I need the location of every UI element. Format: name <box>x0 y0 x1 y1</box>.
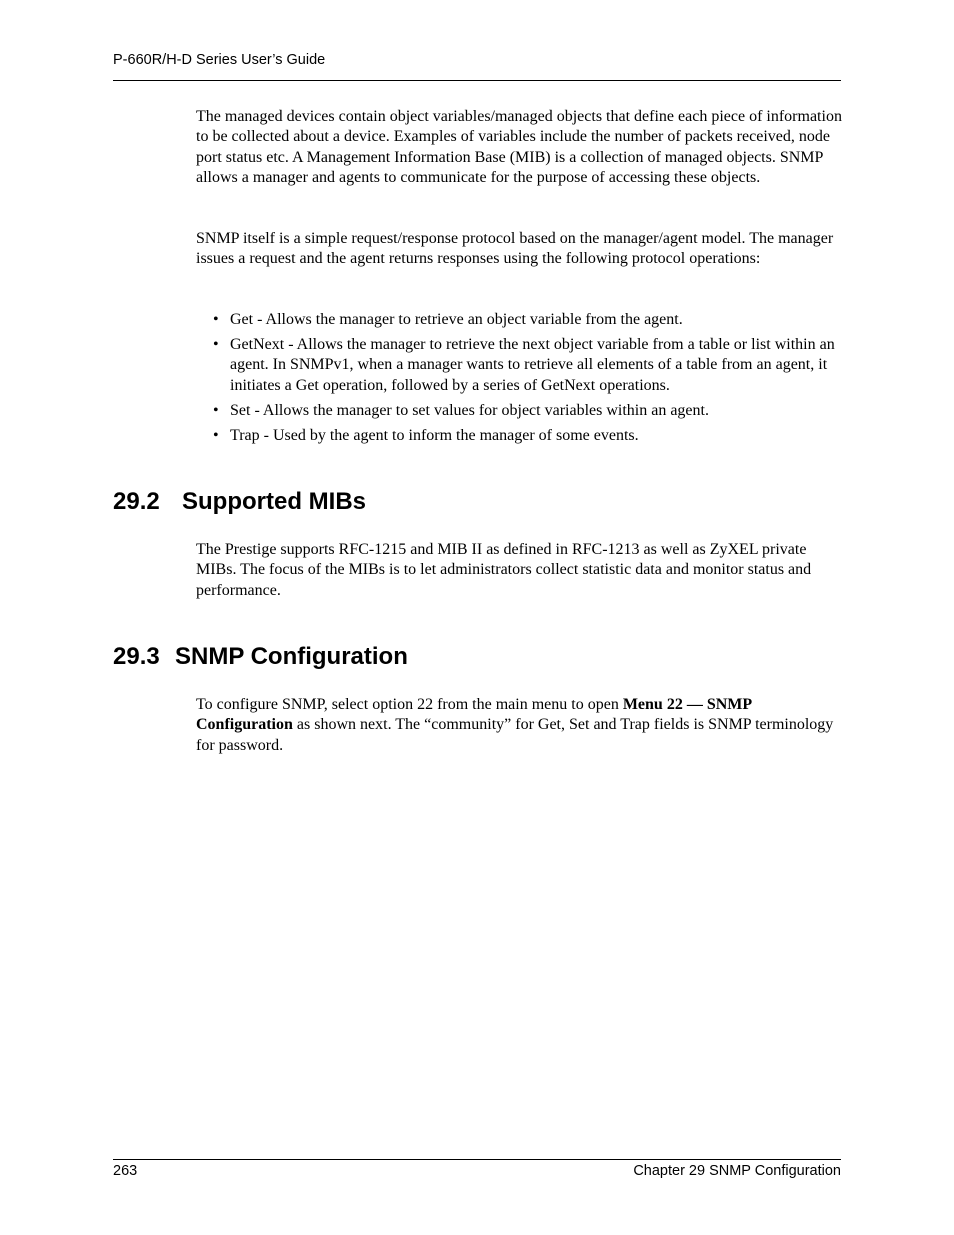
list-item-text: Get - Allows the manager to retrieve an object variable from the agent. <box>230 311 683 328</box>
list-item-text: GetNext - Allows the manager to retrieve the next object variable from a table or list within an agent. In SNMPv1, when a manager wants to retrieve all elements of a table from an agent, it initiates a Get operation, followed by a series of GetNext operations. <box>230 336 835 394</box>
section-number: 29.3 <box>113 643 160 670</box>
snmp-configuration-paragraph <box>196 695 846 756</box>
section-heading-snmp-configuration <box>113 643 408 671</box>
supported-mibs-paragraph: The Prestige supports RFC-1215 and MIB II as defined in RFC-1213 as well as ZyXEL private MIBs. The focus of the MIBs is to let administrators collect statistic data and monitor status and performance. <box>196 541 812 599</box>
bullet-icon: • <box>213 311 219 328</box>
section-heading-supported-mibs <box>113 488 366 516</box>
paragraph-text: To configure SNMP, select option 22 from the main menu to open <box>196 696 623 713</box>
page-number: 263 <box>113 1163 138 1179</box>
page-header <box>113 50 841 81</box>
bullet-icon: • <box>213 426 219 444</box>
list-item-text: Trap - Used by the agent to inform the manager of some events. <box>230 426 639 444</box>
bullet-icon: • <box>213 401 219 419</box>
list-item <box>196 310 846 330</box>
list-item <box>196 401 846 421</box>
page-footer <box>113 1159 841 1190</box>
bullet-icon: • <box>213 336 219 353</box>
section-title: SNMP Configuration <box>175 643 408 670</box>
chapter-title: Chapter 29 SNMP Configuration <box>633 1163 841 1179</box>
protocol-operations-list <box>196 310 846 451</box>
menu-reference: Menu 22 — SNMP Configuration <box>196 696 752 734</box>
section-number: 29.2 <box>113 488 160 515</box>
guide-title: P-660R/H-D Series User’s Guide <box>113 52 326 68</box>
paragraph-text: as shown next. The “community” for Get, Set and Trap fields is SNMP terminology for password. <box>196 716 834 754</box>
intro-paragraph-2: SNMP itself is a simple request/response protocol based on the manager/agent model. The manager issues a request and the agent returns responses using the following protocol operations: <box>196 230 834 268</box>
list-item-text: Set - Allows the manager to set values for object variables within an agent. <box>230 401 709 419</box>
section-title: Supported MIBs <box>182 488 366 515</box>
list-item <box>196 426 846 446</box>
intro-paragraph-1: The managed devices contain object variables/managed objects that define each piece of information to be collected about a device. Examples of variables include the number of packets received, node port status etc. A Management Information Base (MIB) is a collection of managed objects. SNMP allows a manager and agents to communicate for the purpose of accessing these objects. <box>196 108 842 187</box>
list-item <box>196 335 846 396</box>
